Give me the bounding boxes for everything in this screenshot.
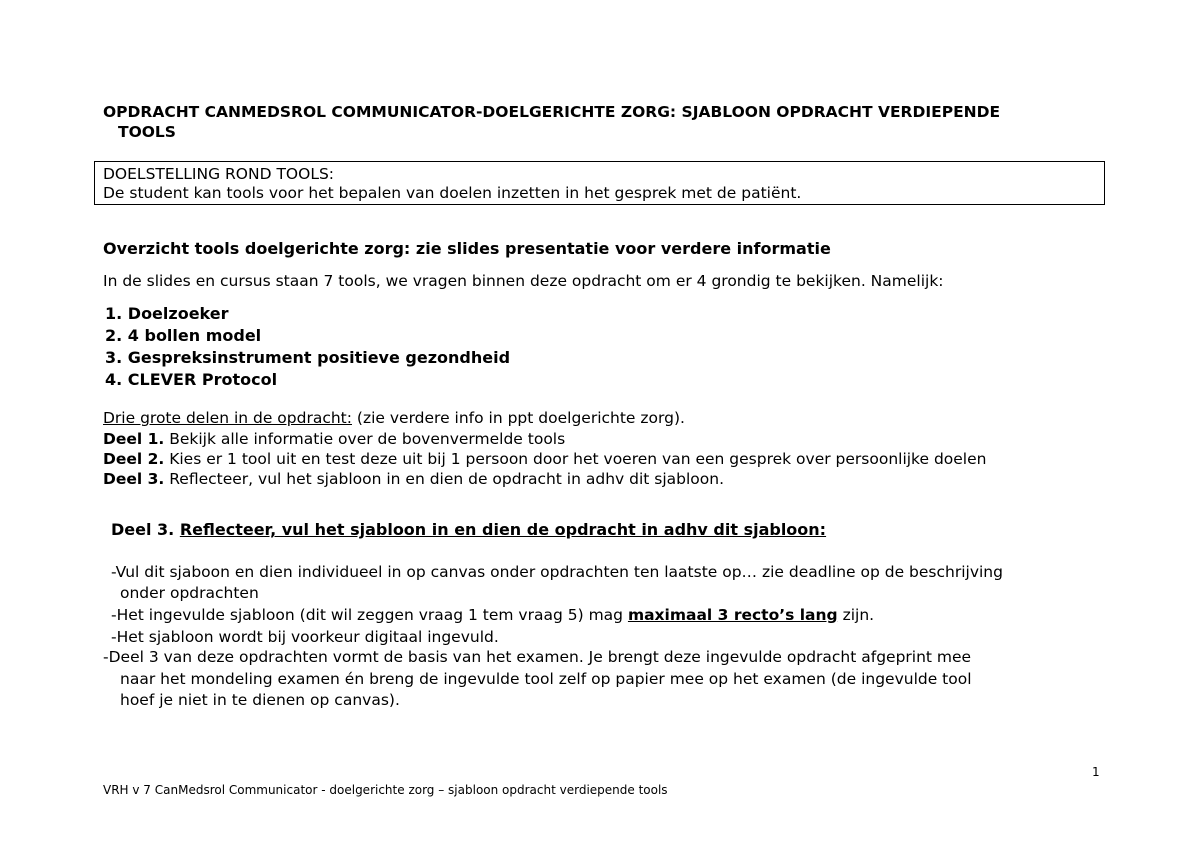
part-item xyxy=(103,430,565,448)
deel3-bullet4-line1: -Deel 3 van deze opdrachten vormt de basis van het examen. Je brengt deze ingevulde opdracht afgeprint mee xyxy=(103,648,972,666)
part-label: Deel 1. xyxy=(103,430,165,448)
bullet2-pre: -Het ingevulde sjabloon (dit wil zeggen vraag 1 tem vraag 5) mag xyxy=(111,606,628,624)
deel3-bullet3: -Het sjabloon wordt bij voorkeur digitaal ingevuld. xyxy=(111,628,499,646)
part-item xyxy=(103,450,986,468)
part-text: Kies er 1 tool uit en test deze uit bij 1 persoon door het voeren van een gesprek over persoonlijke doelen xyxy=(164,450,987,468)
deel3-bullet2 xyxy=(111,606,874,624)
list-item: 2. 4 bollen model xyxy=(105,326,262,345)
document-title-line1: OPDRACHT CANMEDSROL COMMUNICATOR-DOELGERICHTE ZORG: SJABLOON OPDRACHT VERDIEPENDE xyxy=(103,103,1001,121)
part-label: Deel 2. xyxy=(103,450,165,468)
deel3-bullet4-line3: hoef je niet in te dienen op canvas). xyxy=(120,691,400,709)
part-label: Deel 3. xyxy=(103,470,165,488)
overview-heading: Overzicht tools doelgerichte zorg: zie slides presentatie voor verdere informatie xyxy=(103,239,831,258)
deel3-bullet4-line2: naar het mondeling examen én breng de ingevulde tool zelf op papier mee op het examen (de ingevulde tool xyxy=(120,670,972,688)
overview-intro: In de slides en cursus staan 7 tools, we vragen binnen deze opdracht om er 4 grondig te bekijken. Namelijk: xyxy=(103,272,944,290)
goal-box xyxy=(94,161,1105,205)
parts-intro-underlined: Drie grote delen in de opdracht: xyxy=(103,409,352,427)
footer-text: VRH v 7 CanMedsrol Communicator - doelgerichte zorg – sjabloon opdracht verdiepende tools xyxy=(103,783,668,797)
document-title-line2: TOOLS xyxy=(118,123,176,141)
part-text: Bekijk alle informatie over de bovenvermelde tools xyxy=(164,430,566,448)
deel3-label: Deel 3. xyxy=(111,520,175,539)
part-item xyxy=(103,470,724,488)
list-item: 1. Doelzoeker xyxy=(105,304,229,323)
parts-intro xyxy=(103,409,685,427)
goal-heading: DOELSTELLING ROND TOOLS: xyxy=(103,165,335,183)
bullet2-emphasis: maximaal 3 recto’s lang xyxy=(627,606,838,624)
deel3-bullet1-line1: -Vul dit sjaboon en dien individueel in op canvas onder opdrachten ten laatste op… zie deadline op de beschrijving xyxy=(111,563,1003,581)
parts-intro-rest: (zie verdere info in ppt doelgerichte zorg). xyxy=(351,409,685,427)
page-number: 1 xyxy=(1092,765,1100,779)
deel3-title: Reflecteer, vul het sjabloon in en dien de opdracht in adhv dit sjabloon: xyxy=(179,520,827,539)
bullet2-post: zijn. xyxy=(837,606,875,624)
part-text: Reflecteer, vul het sjabloon in en dien de opdracht in adhv dit sjabloon. xyxy=(164,470,725,488)
list-item: 4. CLEVER Protocol xyxy=(105,370,278,389)
goal-text: De student kan tools voor het bepalen van doelen inzetten in het gesprek met de patiënt. xyxy=(103,184,802,202)
deel3-heading xyxy=(111,520,826,539)
list-item: 3. Gespreksinstrument positieve gezondheid xyxy=(105,348,511,367)
deel3-bullet1-line2: onder opdrachten xyxy=(120,584,259,602)
